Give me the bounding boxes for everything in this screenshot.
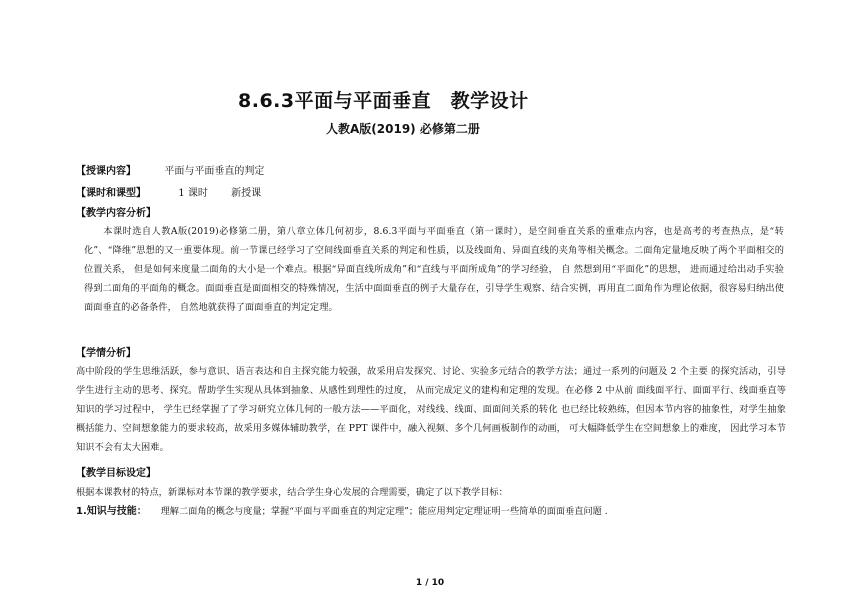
content-analysis-paragraph: 本课时选自人教A版(2019)必修第二册，第八章立体几何初步，8.6.3平面与平面垂直（第一课时），是空间垂直关系的重难点内容，也是高考的考查热点，是“转 化”、“降维”思想的又一重要体现。前一节课已经学习了空间线面垂直关系的判定和性质，以及线面角、异面直线的夹角等相关概念。二面角定量地反映了两个平面相交的位置关系， 但是如何来度量二面角的大小是一个难点。根据“异面直线所成角”和“直线与平面所成角”的学习经验， 自 然想到用“平面化”的思想， 进而通过给出动手实验得到二面角的平面角的概念。面面垂直是面面相交的特殊情况，生活中面面垂直的例子大量存在，引导学生观察、结合实例，再用直二面角作为理论依据，很容易归纳出使面面垂直的必备条件， 自然地就获得了面面垂直的判定定理。 bbox=[84, 226, 788, 313]
content-row bbox=[76, 165, 264, 179]
objective-item-1-label: 1.知识与技能： bbox=[76, 506, 147, 517]
student-analysis-paragraph: 高中阶段的学生思维活跃，参与意识、语言表达和自主探究能力较强，故采用启发探究、讨论、实验多元结合的教学方法；通过一系列的问题及 2 个主要 的探究活动，引导学生进行主动的思考、探究。帮助学生实现从具体到抽象、从感性到理性的过度， 从而完成定义的建构和定理的发现。在必修 2 中从前 面线面平行、面面平行、线面垂直等知识的学习过程中， 学生已经掌握了了学习研究立体几何的一般方法——平面化，对线线、线面、面面间关系的转化 也已经比较熟练，但因本节内容的抽象性，对学生抽象概括能力、空间想象能力的要求较高，故采用多媒体辅助教学，在 PPT 课件中，融入视频、多个几何画板制作的动画， 可大幅降低学生在空间想象上的难度， 因此学习本节知识不会有太大困难。 bbox=[76, 366, 786, 453]
hours-value: 1 课时 新授课 bbox=[178, 188, 262, 199]
content-value: 平面与平面垂直的判定 bbox=[164, 166, 265, 177]
hours-label: 【课时和课型】 bbox=[76, 188, 146, 199]
document-title: 8.6.3平面与平面垂直 教学设计 bbox=[238, 90, 529, 112]
student-analysis-heading: 【学情分析】 bbox=[76, 348, 136, 359]
objectives-intro: 根据本课教材的特点，新课标对本节课的教学要求，结合学生身心发展的合理需要，确定了以下教学目标： bbox=[76, 487, 508, 498]
objectives-heading: 【教学目标设定】 bbox=[76, 468, 156, 479]
objective-item-1-text: 理解二面角的概念与度量；掌握“平面与平面垂直的判定定理”；能应用判定定理证明一些简单的面面垂直问题 . bbox=[160, 506, 608, 517]
content-label: 【授课内容】 bbox=[76, 166, 136, 177]
document-subtitle: 人教A版(2019) 必修第二册 bbox=[326, 122, 480, 136]
hours-row bbox=[76, 187, 261, 201]
page-number: 1 / 10 bbox=[415, 578, 445, 588]
objective-item-1 bbox=[76, 505, 608, 519]
content-analysis-heading: 【教学内容分析】 bbox=[76, 208, 156, 219]
